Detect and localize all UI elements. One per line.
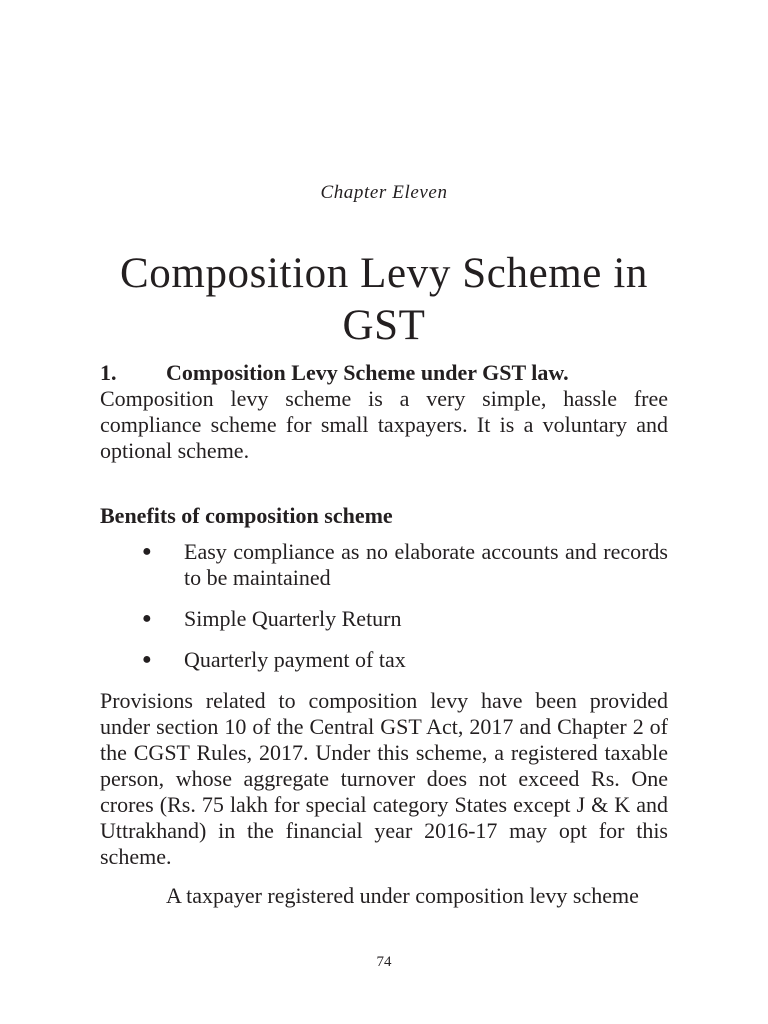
- page-number: 74: [376, 954, 392, 970]
- list-item-text: Quarterly payment of tax: [184, 647, 406, 672]
- list-item-text: Simple Quarterly Return: [184, 606, 402, 631]
- section-heading: [100, 360, 668, 386]
- list-item: [100, 539, 668, 591]
- list-item-text: Easy compliance as no elaborate accounts and records to be maintained: [184, 539, 668, 590]
- intro-paragraph: Composition levy scheme is a very simple, hassle free compliance scheme for small taxpayers. It is a voluntary and optional scheme.: [100, 386, 668, 463]
- provisions-paragraph: Provisions related to composition levy have been provided under section 10 of the Central GST Act, 2017 and Chapter 2 of the CGST Rules, 2017. Under this scheme, a registered taxable person, whose aggregate turnover does not exceed Rs. One crores (Rs. 75 lakh for special category States except J & K and Uttrakhand) in the financial year 2016-17 may opt for this scheme.: [100, 688, 668, 869]
- bullet-icon: ●: [142, 543, 152, 560]
- chapter-label: Chapter Eleven: [320, 182, 448, 203]
- list-item: [100, 606, 668, 632]
- chapter-title: Composition Levy Scheme in GST: [120, 250, 648, 349]
- benefits-heading: Benefits of composition scheme: [100, 503, 393, 528]
- continuation-paragraph: A taxpayer registered under composition levy scheme: [166, 883, 639, 908]
- bullet-icon: ●: [142, 651, 152, 668]
- section-heading-text: Composition Levy Scheme under GST law.: [166, 360, 569, 385]
- chapter-content: [100, 360, 668, 931]
- bullet-icon: ●: [142, 610, 152, 627]
- section-number: 1.: [100, 360, 117, 385]
- list-item: [100, 647, 668, 673]
- benefits-list: [100, 539, 668, 673]
